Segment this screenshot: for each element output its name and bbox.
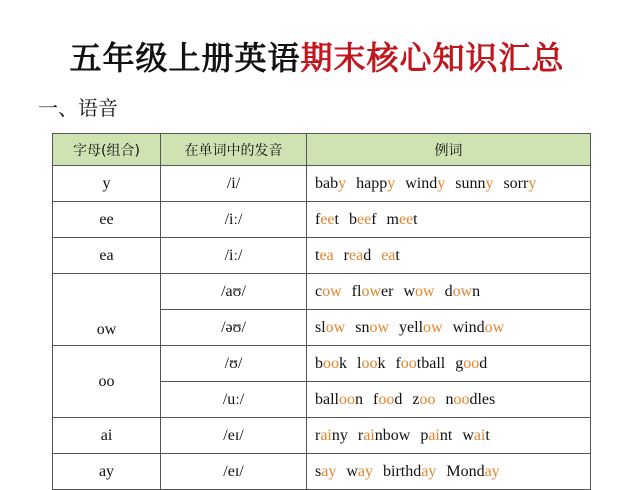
highlighted-letters: ea xyxy=(381,246,396,264)
highlighted-letters: ow xyxy=(484,318,505,336)
word-part: nt xyxy=(439,426,453,444)
word-part: yell xyxy=(399,318,424,336)
header-examples: 例词 xyxy=(307,134,591,166)
highlighted-letters: y xyxy=(387,174,396,192)
highlighted-letters: ow xyxy=(361,282,382,300)
example-word xyxy=(356,175,395,192)
page-title xyxy=(0,36,634,80)
example-word xyxy=(315,463,336,480)
word-part: f xyxy=(371,210,377,228)
highlighted-letters: ee xyxy=(356,210,372,228)
word-part: fl xyxy=(351,282,362,300)
sound-cell: /ʊ/ xyxy=(161,346,307,382)
sound-cell: /eɪ/ xyxy=(161,454,307,490)
highlighted-letters: y xyxy=(528,174,537,192)
word-part: s xyxy=(315,462,322,480)
word-part: sunn xyxy=(455,174,486,192)
example-word xyxy=(455,175,493,192)
example-word xyxy=(315,355,347,372)
word-part: z xyxy=(412,390,420,408)
sound-cell: /i/ xyxy=(161,166,307,202)
word-part: wind xyxy=(405,174,438,192)
example-word xyxy=(315,427,348,444)
letters-cell: ea xyxy=(53,238,161,274)
table-row xyxy=(53,454,591,490)
example-word xyxy=(395,355,445,372)
example-word xyxy=(399,319,443,336)
example-word xyxy=(503,175,536,192)
sound-cell: /iː/ xyxy=(161,202,307,238)
letters-cell: ay xyxy=(53,454,161,490)
highlighted-letters: oo xyxy=(339,390,355,408)
title-part-black: 五年级上册英语 xyxy=(69,39,301,77)
highlighted-letters: ay xyxy=(321,462,337,480)
word-part: sn xyxy=(355,318,370,336)
example-word xyxy=(352,283,394,300)
sound-cell: /uː/ xyxy=(161,382,307,418)
highlighted-letters: oo xyxy=(463,354,480,372)
highlighted-letters: ow xyxy=(415,282,435,300)
word-part: f xyxy=(395,354,401,372)
word-part: k xyxy=(339,354,347,372)
word-part: m xyxy=(386,210,399,228)
example-word xyxy=(387,211,418,228)
word-part: f xyxy=(373,390,379,408)
highlighted-letters: ow xyxy=(369,318,390,336)
example-word xyxy=(403,283,434,300)
word-part: er xyxy=(381,282,394,300)
word-part: ny xyxy=(331,426,348,444)
word-part: r xyxy=(357,426,364,444)
example-word xyxy=(446,463,499,480)
highlighted-letters: ow xyxy=(322,282,342,300)
word-part: d xyxy=(363,246,372,264)
sound-cell: /aʊ/ xyxy=(161,274,307,310)
example-words-cell xyxy=(307,238,591,274)
example-word xyxy=(349,211,377,228)
word-part: r xyxy=(315,426,321,444)
highlighted-letters: ee xyxy=(320,210,335,228)
example-word xyxy=(358,427,410,444)
highlighted-letters: ee xyxy=(398,210,414,228)
example-words-cell xyxy=(307,382,591,418)
word-part: ball xyxy=(315,390,339,408)
example-words-cell xyxy=(307,346,591,382)
table-row xyxy=(53,166,591,202)
highlighted-letters: oo xyxy=(419,390,436,408)
example-words-cell xyxy=(307,454,591,490)
word-part: k xyxy=(377,354,386,372)
example-words-cell xyxy=(307,274,591,310)
header-sound: 在单词中的发音 xyxy=(161,134,307,166)
word-part: n xyxy=(472,282,481,300)
word-part: p xyxy=(420,426,429,444)
sound-cell: /əʊ/ xyxy=(161,310,307,346)
example-word xyxy=(315,283,342,300)
example-words-cell xyxy=(307,202,591,238)
highlighted-letters: oo xyxy=(378,390,395,408)
highlighted-letters: ow xyxy=(423,318,443,336)
table-row xyxy=(53,202,591,238)
example-word xyxy=(315,211,339,228)
example-word xyxy=(381,247,400,264)
example-word xyxy=(445,283,481,300)
example-word xyxy=(357,355,385,372)
highlighted-letters: ea xyxy=(319,246,334,264)
example-word xyxy=(315,175,346,192)
letters-cell: y xyxy=(53,166,161,202)
highlighted-letters: y xyxy=(485,174,494,192)
word-part: d xyxy=(479,354,488,372)
table-row xyxy=(53,346,591,382)
highlighted-letters: oo xyxy=(453,390,470,408)
word-part: dles xyxy=(469,390,496,408)
word-part: f xyxy=(315,210,321,228)
word-part: b xyxy=(315,354,323,372)
example-words-cell xyxy=(307,418,591,454)
phonics-table xyxy=(52,133,591,490)
word-part: l xyxy=(357,354,362,372)
table-row xyxy=(53,238,591,274)
header-letters: 字母(组合) xyxy=(53,134,161,166)
highlighted-letters: oo xyxy=(400,354,417,372)
title-part-red: 期末核心知识汇总 xyxy=(300,39,565,77)
letters-cell: ow xyxy=(53,274,161,346)
word-part: t xyxy=(315,246,320,264)
example-word xyxy=(355,319,389,336)
table-row xyxy=(53,418,591,454)
highlighted-letters: ow xyxy=(325,318,346,336)
highlighted-letters: y xyxy=(338,174,347,192)
word-part: c xyxy=(315,282,323,300)
letters-cell: ai xyxy=(53,418,161,454)
highlighted-letters: ai xyxy=(428,426,440,444)
example-word xyxy=(315,319,345,336)
highlighted-letters: ai xyxy=(363,426,375,444)
example-word xyxy=(373,391,402,408)
example-word xyxy=(315,391,363,408)
word-part: Mond xyxy=(446,462,485,480)
sound-cell: /eɪ/ xyxy=(161,418,307,454)
example-word xyxy=(346,463,373,480)
word-part: g xyxy=(455,354,464,372)
example-word xyxy=(383,463,436,480)
highlighted-letters: y xyxy=(437,174,446,192)
example-word xyxy=(405,175,445,192)
letters-cell: oo xyxy=(53,346,161,418)
word-part: t xyxy=(485,426,490,444)
example-word xyxy=(420,427,452,444)
word-part: d xyxy=(394,390,403,408)
word-part: r xyxy=(343,246,349,264)
highlighted-letters: ay xyxy=(484,462,500,480)
highlighted-letters: oo xyxy=(361,354,378,372)
word-part: n xyxy=(445,390,454,408)
word-part: tball xyxy=(416,354,446,372)
word-part: w xyxy=(346,462,358,480)
word-part: sl xyxy=(315,318,326,336)
example-word xyxy=(412,391,435,408)
highlighted-letters: ay xyxy=(421,462,437,480)
example-word xyxy=(315,247,334,264)
word-part: w xyxy=(403,282,416,300)
highlighted-letters: oo xyxy=(323,354,339,372)
word-part: nbow xyxy=(374,426,411,444)
example-word xyxy=(344,247,372,264)
table-header-row xyxy=(53,134,591,166)
table-row xyxy=(53,274,591,310)
word-part: happ xyxy=(356,174,388,192)
highlighted-letters: ai xyxy=(320,426,332,444)
word-part: b xyxy=(348,210,357,228)
word-part: wind xyxy=(452,318,485,336)
highlighted-letters: ai xyxy=(473,426,486,444)
letters-cell: ee xyxy=(53,202,161,238)
highlighted-letters: ow xyxy=(452,282,473,300)
word-part: n xyxy=(355,390,363,408)
highlighted-letters: ea xyxy=(348,246,364,264)
sound-cell: /iː/ xyxy=(161,238,307,274)
example-word xyxy=(462,427,490,444)
highlighted-letters: ay xyxy=(357,462,374,480)
example-word xyxy=(455,355,487,372)
section-heading: 一、语音 xyxy=(38,96,118,120)
word-part: birthd xyxy=(383,462,422,480)
word-part: t xyxy=(413,210,418,228)
word-part: bab xyxy=(315,174,339,192)
example-words-cell xyxy=(307,166,591,202)
word-part: t xyxy=(395,246,400,264)
word-part: w xyxy=(462,426,474,444)
example-word xyxy=(445,391,495,408)
example-words-cell xyxy=(307,310,591,346)
example-word xyxy=(453,319,505,336)
word-part: t xyxy=(334,210,339,228)
word-part: sorr xyxy=(503,174,529,192)
word-part: d xyxy=(444,282,453,300)
